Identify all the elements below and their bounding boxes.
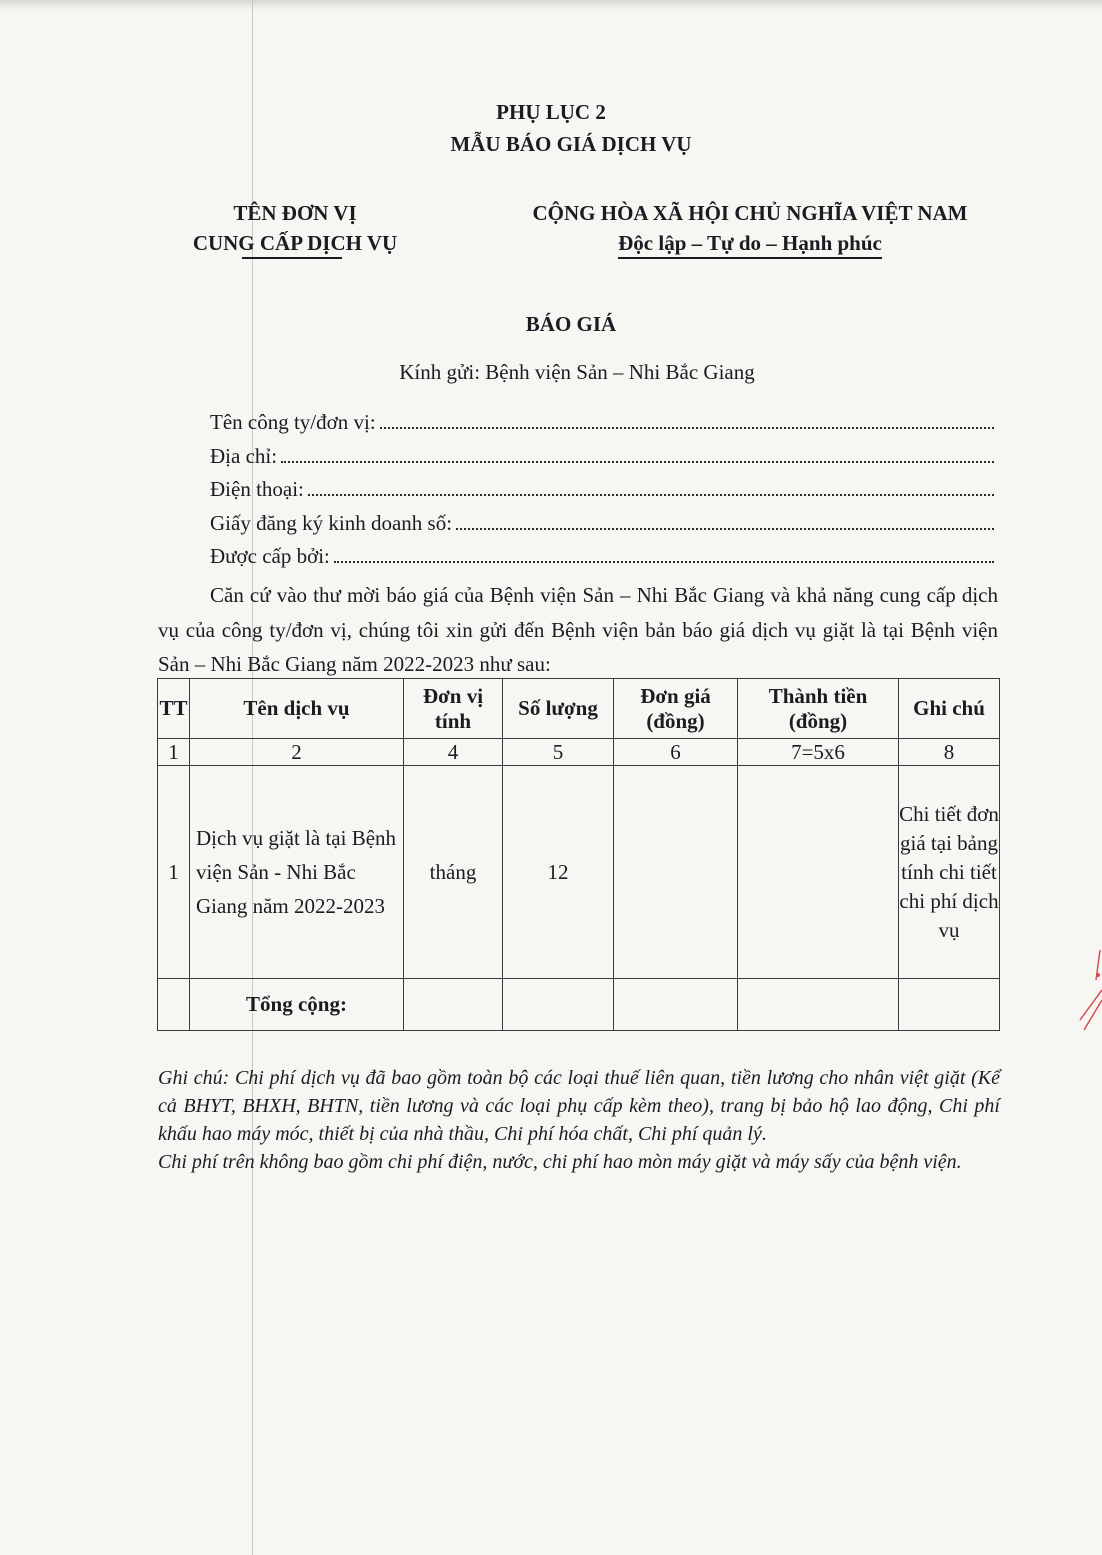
republic-name: CỘNG HÒA XÃ HỘI CHỦ NGHĨA VIỆT NAM <box>532 201 968 225</box>
document-title: BÁO GIÁ <box>525 312 617 336</box>
table-row <box>158 766 1000 979</box>
header-amount: Thành tiền (đồng) <box>738 679 899 739</box>
col-number: 5 <box>503 739 614 766</box>
national-motto: Độc lập – Tự do – Hạnh phúc <box>618 231 882 259</box>
header-unit: Đơn vị tính <box>404 679 503 739</box>
header-note: Ghi chú <box>899 679 1000 739</box>
col-number: 8 <box>899 739 1000 766</box>
row-amount <box>738 766 899 979</box>
field-label: Điện thoại: <box>210 477 304 501</box>
total-empty-cell <box>899 979 1000 1031</box>
field-issued-by <box>210 544 994 578</box>
note-paragraph-2: Chi phí trên không bao gồm chi phí điện, nước, chi phí hao mòn máy giặt và máy sấy của bệnh viện. <box>158 1151 962 1173</box>
company-info-fields <box>210 410 994 578</box>
provider-line-2: CUNG CẤP DỊCH VỤ <box>192 231 398 255</box>
field-label: Tên công ty/đơn vị: <box>210 410 376 434</box>
intro-paragraph <box>158 578 998 682</box>
intro-text: Căn cứ vào thư mời báo giá của Bệnh viện Sản – Nhi Bắc Giang và khả năng cung cấp dịch vụ của công ty/đơn vị, chúng tôi xin gửi đến Bệnh viện bản báo giá dịch vụ giặt là tại Bệnh viện Sản – Nhi Bắc Giang năm 2022-2023 như sau: <box>158 583 998 676</box>
provider-underline <box>242 257 342 259</box>
total-label: Tổng cộng: <box>190 979 404 1031</box>
total-empty-cell <box>404 979 503 1031</box>
row-quantity: 12 <box>503 766 614 979</box>
fill-in-line <box>281 447 994 463</box>
total-empty-cell <box>614 979 738 1031</box>
col-number: 1 <box>158 739 190 766</box>
scan-top-shadow <box>0 0 1102 10</box>
row-unit-price <box>614 766 738 979</box>
field-label: Giấy đăng ký kinh doanh số: <box>210 510 453 535</box>
appendix-title: PHỤ LỤC 2 <box>496 100 606 124</box>
fill-in-line <box>308 480 994 496</box>
provider-heading <box>150 198 440 258</box>
row-note: Chi tiết đơn giá tại bảng tính chi tiết chi phí dịch vụ <box>899 766 1000 979</box>
field-business-license <box>210 511 994 545</box>
col-number: 6 <box>614 739 738 766</box>
row-service-name: Dịch vụ giặt là tại Bệnh viện Sản - Nhi Bắc Giang năm 2022-2023 <box>190 766 404 979</box>
row-unit: tháng <box>404 766 503 979</box>
notes-section <box>158 1064 1000 1176</box>
fill-in-line <box>334 547 994 563</box>
field-phone <box>210 477 994 511</box>
field-address <box>210 444 994 478</box>
quotation-table <box>157 678 1000 1031</box>
red-stamp-edge <box>1072 930 1102 1040</box>
national-heading <box>498 198 1002 258</box>
fill-in-line <box>380 413 994 429</box>
total-empty-cell <box>738 979 899 1031</box>
field-label: Địa chỉ: <box>210 443 278 468</box>
total-empty-cell <box>158 979 190 1031</box>
table-header-row <box>158 679 1000 739</box>
row-tt: 1 <box>158 766 190 979</box>
header-tt: TT <box>158 679 190 739</box>
column-number-row <box>158 739 1000 766</box>
field-company-name <box>210 410 994 444</box>
addressee: Kính gửi: Bệnh viện Sản – Nhi Bắc Giang <box>399 360 755 384</box>
fill-in-line <box>456 514 994 530</box>
col-number: 2 <box>190 739 404 766</box>
provider-line-1: TÊN ĐƠN VỊ <box>233 201 357 225</box>
total-row <box>158 979 1000 1031</box>
total-empty-cell <box>503 979 614 1031</box>
col-number: 7=5x6 <box>738 739 899 766</box>
appendix-subtitle: MẪU BÁO GIÁ DỊCH VỤ <box>450 132 692 156</box>
header-unit-price: Đơn giá (đồng) <box>614 679 738 739</box>
header-service-name: Tên dịch vụ <box>190 679 404 739</box>
header-quantity: Số lượng <box>503 679 614 739</box>
col-number: 4 <box>404 739 503 766</box>
field-label: Được cấp bởi: <box>210 544 330 568</box>
note-paragraph-1: Ghi chú: Chi phí dịch vụ đã bao gồm toàn bộ các loại thuế liên quan, tiền lương cho nhân việt giặt (Kể cả BHYT, BHXH, BHTN, tiền lương và các loại phụ cấp kèm theo), trang bị bảo hộ lao động, Chi phí khấu hao máy móc, thiết bị của nhà thầu, Chi phí hóa chất, Chi phí quản lý. <box>158 1067 1000 1145</box>
